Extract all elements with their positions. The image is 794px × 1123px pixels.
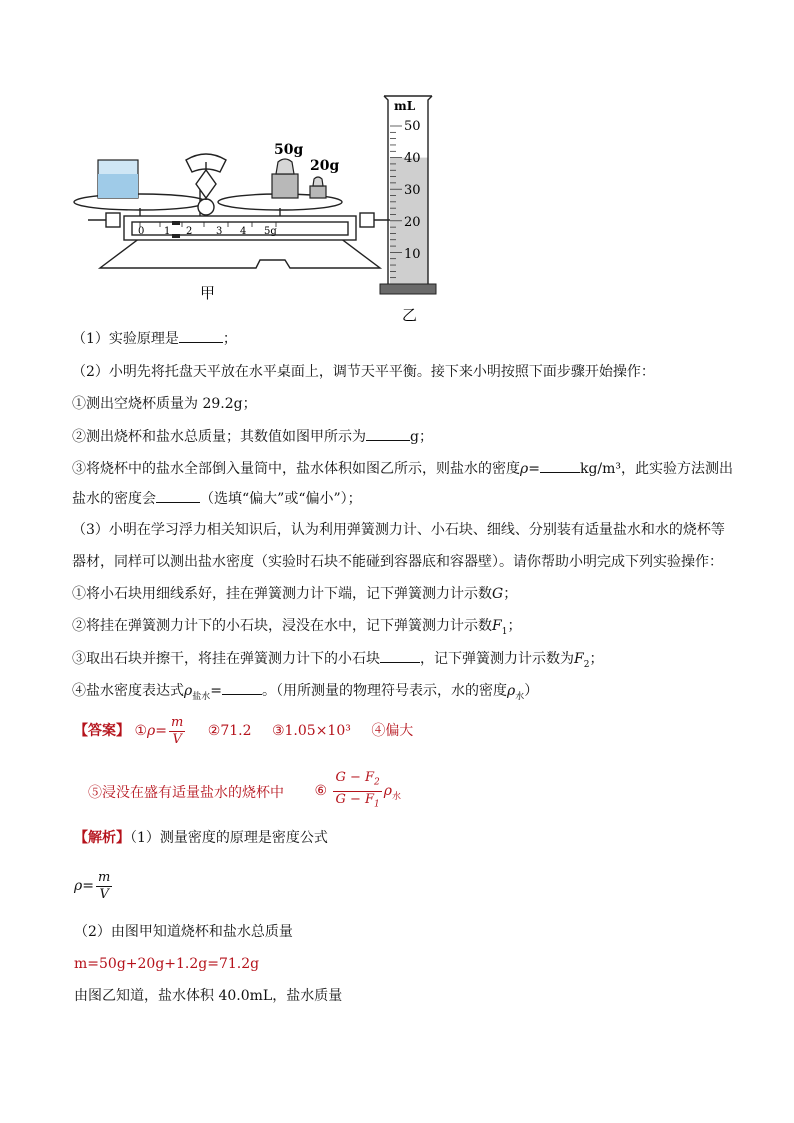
weight-20g-icon [310, 186, 326, 198]
question-line-1: （1）实验原理是 ； [72, 328, 744, 349]
scale-label: 5g [264, 226, 277, 237]
scale-label: 3 [216, 226, 223, 237]
answer-blank [156, 488, 200, 503]
cylinder-tick-label: 30 [404, 183, 421, 198]
question-line-11: ③取出石块并擦干，将挂在弹簧测力计下的小石块 ，记下弹簧测力计示数为$F_2$； [72, 648, 744, 675]
analysis-line-4: 由图乙知道，盐水体积 40.0mL，盐水质量 [74, 988, 343, 1004]
cylinder-tick-label: 50 [404, 119, 421, 134]
formula-fraction: $\frac{G - F_2}{G - F_1}$ [335, 770, 380, 810]
analysis-line-2: （2）由图甲知道烧杯和盐水总质量 [74, 924, 293, 940]
answer-blank [540, 458, 580, 473]
answer-blank [380, 648, 420, 663]
question-line-6: 盐水的密度会 （选填“偏大”或“偏小”）； [72, 488, 744, 509]
scale-label: 0 [138, 226, 145, 237]
cylinder-tick-label: 20 [404, 215, 421, 230]
figure-caption-jia: 甲 [200, 284, 216, 302]
scale-label: 2 [186, 226, 193, 237]
analysis-formula: ρ= $\frac{m}{V}$ [74, 869, 111, 902]
question-line-4: ②测出烧杯和盐水总质量；其数值如图甲所示为 g； [72, 426, 744, 447]
cylinder-tick-label: 10 [404, 247, 421, 262]
weight-50g-label: 50g [274, 142, 304, 158]
question-line-9: ①将小石块用细线系好，挂在弹簧测力计下端，记下弹簧测力计示数G； [72, 586, 518, 602]
question-line-8: 器材，同样可以测出盐水密度（实验时石块不能碰到容器底和容器壁）。请你帮助小明完成下列实验操作： [72, 554, 723, 570]
answer-label: 【答案】 [74, 723, 130, 739]
analysis-line-3: m=50g+20g+1.2g=71.2g [74, 956, 260, 972]
figure-cylinder [376, 88, 446, 328]
scale-label: 4 [240, 226, 247, 237]
cylinder-tick-label: 40 [404, 151, 421, 166]
weight-50g-icon [272, 174, 298, 198]
question-line-5: ③将烧杯中的盐水全部倒入量筒中，盐水体积如图乙所示，则盐水的密度ρ= kg/m³，此实验方法测出 [72, 458, 744, 479]
answer-blank [179, 328, 223, 343]
analysis-line-1: 【解析】（1）测量密度的原理是密度公式 [74, 830, 328, 846]
scale-label: 1 [164, 226, 171, 237]
figure-caption-yi: 乙 [402, 306, 418, 324]
answer-line-1: 【答案】 ①ρ= $\frac{m}{V}$ ②71.2 ③1.05×10³ ④偏大 [74, 714, 414, 747]
cylinder-unit: mL [394, 99, 416, 113]
answer-blank [366, 426, 410, 441]
question-line-10: ②将挂在弹簧测力计下的小石块，浸没在水中，记下弹簧测力计示数$F_1$； [72, 618, 522, 637]
question-line-7: （3）小明在学习浮力相关知识后，认为利用弹簧测力计、小石块、细线、分别装有适量盐水和水的烧杯等 [72, 522, 725, 538]
formula-fraction: $\frac{m}{V}$ [170, 714, 184, 747]
answer-blank [222, 680, 262, 695]
weight-20g-label: 20g [310, 158, 340, 174]
formula-fraction: $\frac{m}{V}$ [97, 869, 111, 902]
analysis-label: 【解析】 [74, 830, 130, 846]
question-line-3: ①测出空烧杯质量为 29.2g； [72, 396, 257, 412]
answer-line-2: ⑤浸没在盛有适量盐水的烧杯中 ⑥ $\frac{G - F_2}{G - F_1}$ $\rho_水$ [88, 770, 744, 810]
question-line-12: ④盐水密度表达式$\rho_{盐水}=$ 。（用所测量的物理符号表示，水的密度$\rho_水$） [72, 680, 744, 707]
question-line-2: （2）小明先将托盘天平放在水平桌面上，调节天平平衡。接下来小明按照下面步骤开始操作： [72, 364, 655, 380]
